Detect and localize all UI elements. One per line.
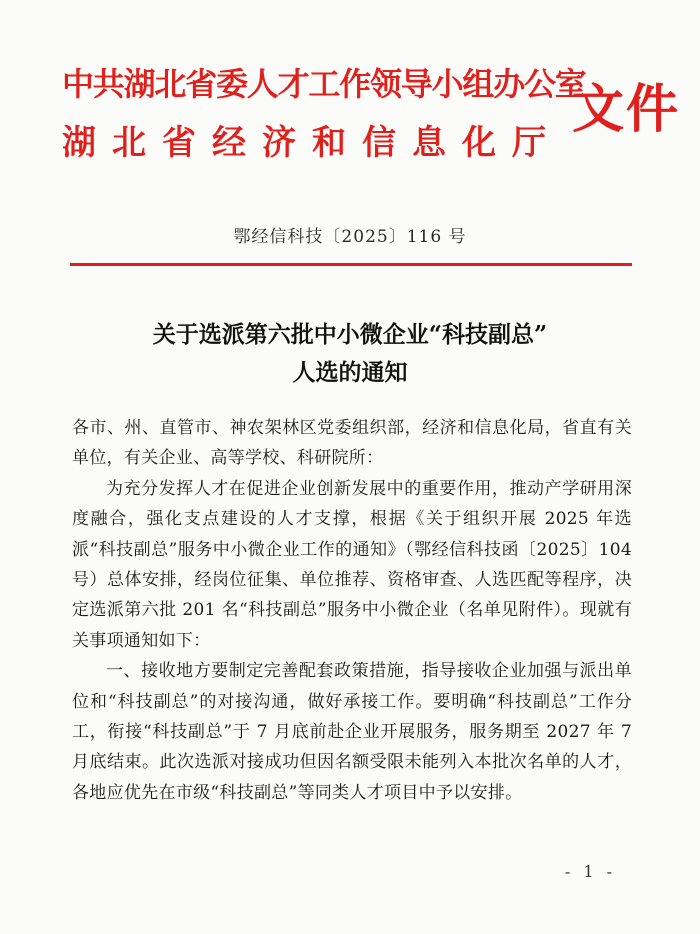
page-number: - 1 -: [564, 862, 616, 881]
issuer-line-1: 中共湖北省委人才工作领导小组办公室: [62, 65, 586, 103]
paragraph-intro: 为充分发挥人才在促进企业创新发展中的重要作用，推动产学研用深度融合，强化支点建设的人才支撑，根据《关于组织开展 2025 年选派“科技副总”服务中小微企业工作的通知》（鄂经信科技函〔2025〕104 号）总体安排，经岗位征集、单位推荐、资格审查、人选匹配等程序，决定选派第六批 201 名“科技副总”服务中小微企业（名单见附件）。现就有关事项通知如下：: [72, 478, 632, 651]
document-number: 鄂经信科技〔2025〕116 号: [233, 227, 467, 247]
document-type-label: 文件: [572, 80, 681, 140]
document-header: [62, 62, 681, 182]
paragraph-item-1: 一、接收地方要制定完善配套政策措施，指导接收企业加强与派出单位和“科技副总”的对接沟通，做好承接工作。要明确“科技副总”工作分工，衔接“科技副总”于 7 月底前赴企业开展服务，服务期至 2027 年 7 月底结束。此次选派对接成功但因名额受限未能列入本批次名单的人才，各地应优先在市级“科技副总”等同类人才项目中予以安排。: [72, 661, 632, 803]
red-divider-line: [70, 263, 632, 266]
document-title: [0, 316, 700, 392]
title-line-2: 人选的通知: [292, 359, 408, 386]
issuer-line-2: 湖北省经济和信息化厅: [62, 123, 562, 163]
addressee: 各市、州、直管市、神农架林区党委组织部，经济和信息化局，省直有关单位，有关企业、高等学校、科研院所：: [72, 418, 632, 469]
document-body: [72, 413, 632, 808]
title-line-1: 关于选派第六批中小微企业“科技副总”: [152, 321, 548, 348]
